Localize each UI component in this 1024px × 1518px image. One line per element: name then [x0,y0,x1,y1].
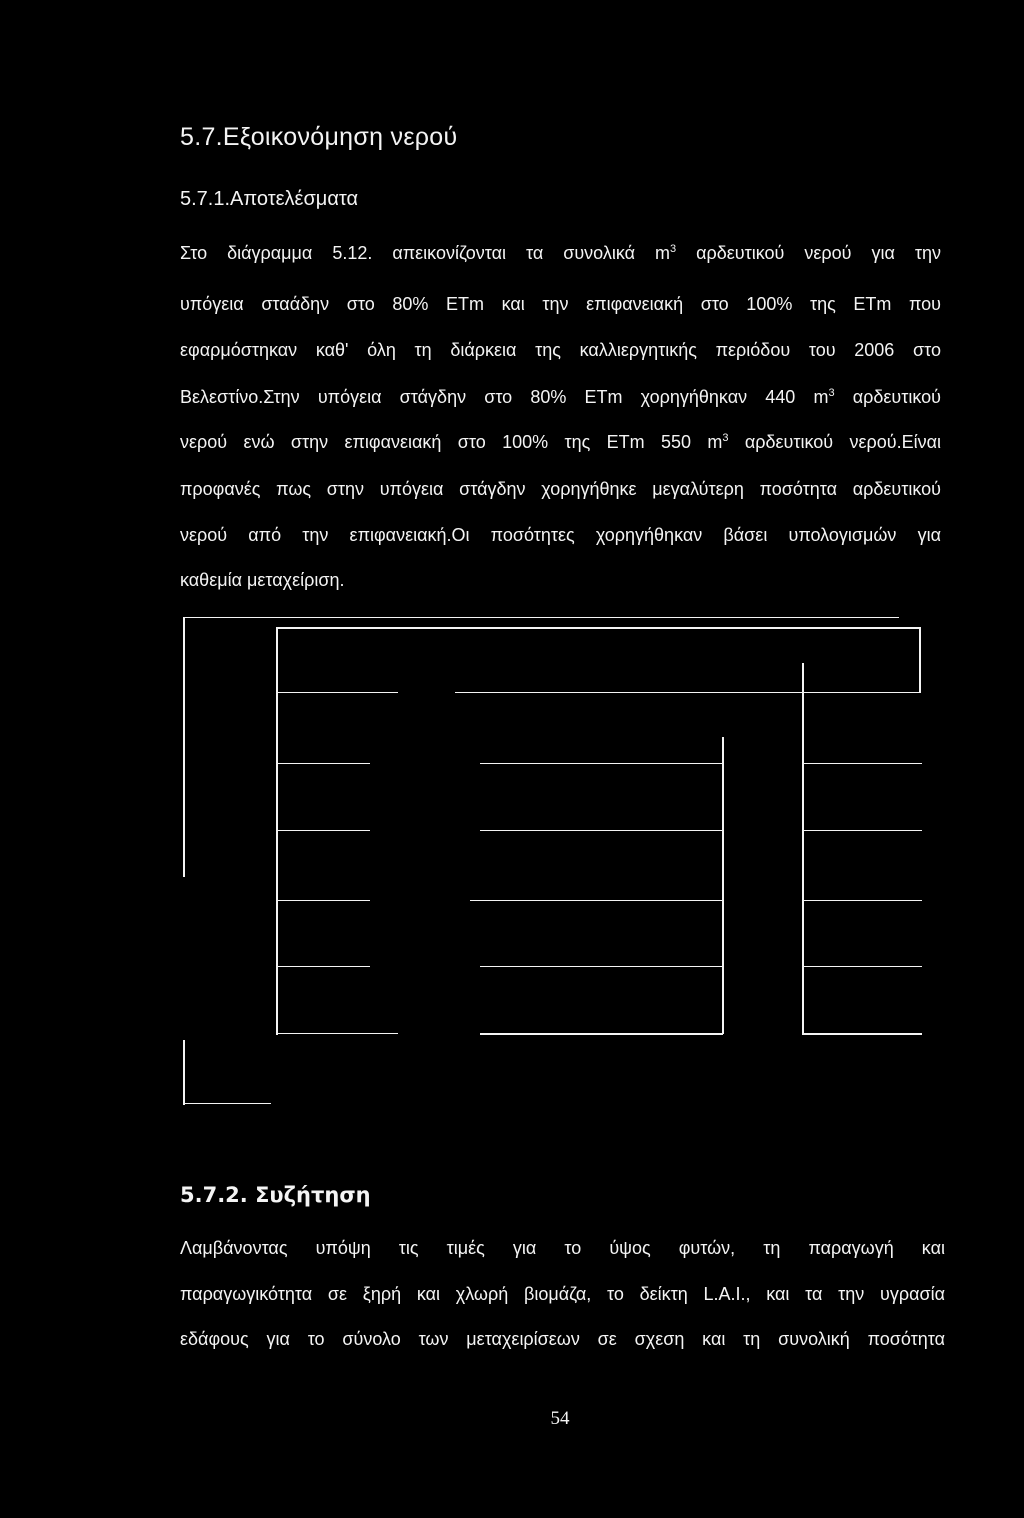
plot-bottom-middle [480,1033,723,1035]
results-line-1: Στο διάγραμμα 5.12. απεικονίζονται τα συνολικά $m^3$ αρδευτικού νερού για την [180,243,941,263]
section-title: 5.7.Εξοικονόμηση νερού [180,123,458,151]
gridline [276,763,370,764]
chart-bar-edge-1 [722,737,724,1034]
gridline [802,966,922,967]
gridline [480,830,723,831]
plot-right-upper [919,627,921,693]
section-subtitle: 5.7.1.Αποτελέσματα [180,188,359,210]
gridline [480,966,723,967]
gridline [276,830,370,831]
results-line-5: νερού ενώ στην επιφανειακή στο 100% της ETm 550 $m^3$ αρδευτικού νερού.Είναι [180,432,941,452]
gridline [470,900,723,901]
results-line-4: Βελεστίνο.Στην υπόγεια στάγδην στο 80% ETm χορηγήθηκαν 440 $m^3$ αρδευτικού [180,387,941,407]
results-line-8: καθεμία μεταχείριση. [180,570,345,590]
gridline [455,692,921,693]
chart-frame-bottom [183,1103,271,1104]
discussion-line-3: εδάφους για το σύνολο των μεταχειρίσεων σε σχεση και τη συνολική ποσότητα [180,1329,945,1349]
page-number: 54 [550,1408,570,1429]
gridline [802,900,922,901]
gridline [802,763,922,764]
chart-bar-edge-2 [802,663,804,1034]
gridline [480,763,723,764]
plot-bottom-right [802,1033,922,1035]
plot-left [276,627,278,1035]
discussion-line-2: παραγωγικότητα σε ξηρή και χλωρή βιομάζα, το δείκτη L.A.I., και τα την υγρασία [180,1284,945,1304]
discussion-title: 5.7.2. Συζήτηση [180,1183,371,1207]
gridline [276,692,398,693]
chart-frame-left [183,617,185,877]
gridline [276,966,370,967]
chart-frame-left-lower [183,1040,185,1105]
results-line-7: νερού από την επιφανειακή.Οι ποσότητες χορηγήθηκαν βάσει υπολογισμών για [180,525,941,545]
gridline [276,900,370,901]
discussion-line-1: Λαμβάνοντας υπόψη τις τιμές για το ύψος φυτών, τη παραγωγή και [180,1238,945,1258]
results-line-3: εφαρμόστηκαν καθ' όλη τη διάρκεια της καλλιεργητικής περιόδου του 2006 στο [180,340,941,360]
results-line-6: προφανές πως στην υπόγεια στάγδην χορηγήθηκε μεγαλύτερη ποσότητα αρδευτικού [180,479,941,499]
results-line-2: υπόγεια σταάδην στο 80% ETm και την επιφανειακή στο 100% της ETm που [180,294,941,314]
plot-top [276,627,921,629]
chart-frame-top [183,617,899,618]
gridline [802,830,922,831]
plot-bottom-left [276,1033,398,1034]
